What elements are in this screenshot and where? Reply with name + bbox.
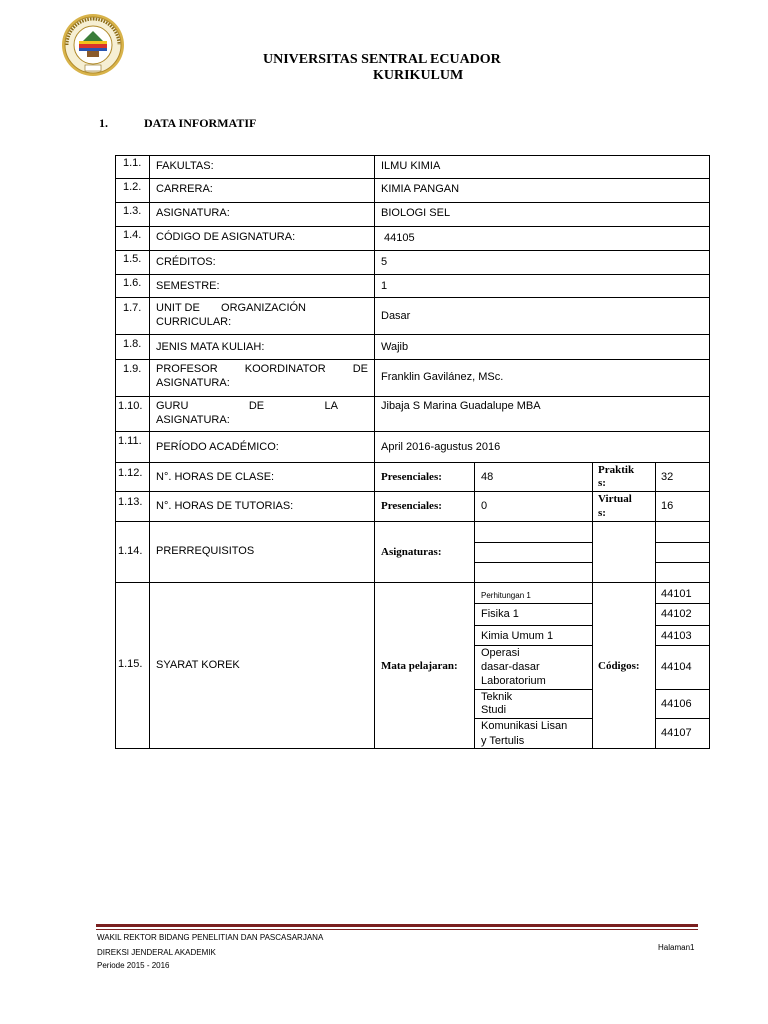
footer-rule <box>96 924 698 927</box>
document-title: KURIKULUM <box>373 68 464 83</box>
university-seal-logo <box>61 13 125 77</box>
row-number: 1.9. <box>123 363 142 375</box>
row-number: 1.8. <box>123 338 142 350</box>
row-number: 1.15. <box>118 658 143 670</box>
course-code: 44101 <box>661 588 692 600</box>
row-label: SEMESTRE: <box>156 280 220 292</box>
row-label: CRÉDITOS: <box>156 256 216 268</box>
row-label: FAKULTAS: <box>156 160 214 172</box>
row-number: 1.2. <box>123 181 142 193</box>
university-name: UNIVERSITAS SENTRAL ECUADOR <box>263 52 501 67</box>
row-label-word: GURU <box>156 400 189 412</box>
course-name: y Tertulis <box>481 735 525 747</box>
course-name: Fisika 1 <box>481 608 519 620</box>
row-label: CURRICULAR: <box>156 316 232 328</box>
course-name: Studi <box>481 704 507 716</box>
course-name: Operasi <box>481 647 520 659</box>
hours-value: 0 <box>481 500 488 512</box>
row-value: 1 <box>381 280 388 292</box>
row-label-word: UNIT DE <box>156 302 200 314</box>
row-label-word: ORGANIZACIÓN <box>221 302 306 314</box>
row-label-word: DE <box>352 363 368 375</box>
hours-type: Presenciales: <box>381 500 442 512</box>
row-label: SYARAT KOREK <box>156 659 240 671</box>
hours-type-2: Praktik <box>598 464 635 476</box>
hours-type-2: s: <box>598 507 606 519</box>
footer-line: WAKIL REKTOR BIDANG PENELITIAN DAN PASCASARJANA <box>97 933 324 942</box>
row-label-justified <box>156 302 306 315</box>
row-value: BIOLOGI SEL <box>381 207 451 219</box>
hours-type-2: s: <box>598 477 606 489</box>
row-number: 1.14. <box>118 545 143 557</box>
hours-value: 48 <box>481 471 494 483</box>
hours-type: Presenciales: <box>381 471 442 483</box>
footer-rule-thin <box>96 929 698 930</box>
row-number: 1.7. <box>123 302 142 314</box>
row-number: 1.11. <box>118 435 142 447</box>
course-name: Teknik <box>481 691 513 703</box>
course-name: Laboratorium <box>481 675 546 687</box>
row-value: Dasar <box>381 310 411 322</box>
row-value: Franklin Gavilánez, MSc. <box>381 371 504 383</box>
row-number: 1.6. <box>123 277 142 289</box>
row-label: CARRERA: <box>156 183 213 195</box>
course-name: Perhitungan 1 <box>481 591 531 600</box>
row-label: N°. HORAS DE CLASE: <box>156 471 275 483</box>
row-number: 1.12. <box>118 467 143 479</box>
row-label-word: KOORDINATOR <box>244 363 326 375</box>
section-title: DATA INFORMATIF <box>144 116 257 130</box>
hours-value-2: 16 <box>661 500 674 512</box>
row-value: Jibaja S Marina Guadalupe MBA <box>381 400 541 412</box>
course-name: Kimia Umum 1 <box>481 630 554 642</box>
row-label-justified <box>156 400 338 413</box>
course-name: dasar-dasar <box>481 661 540 673</box>
row-label: ASIGNATURA: <box>156 377 230 389</box>
row-label: PRERREQUISITOS <box>156 545 255 557</box>
row-value: 44105 <box>384 232 415 244</box>
course-code: 44103 <box>661 630 692 642</box>
row-value: ILMU KIMIA <box>381 160 441 172</box>
row-number: 1.5. <box>123 253 142 265</box>
row-value: 5 <box>381 256 388 268</box>
row-number: 1.3. <box>123 205 142 217</box>
course-code: 44107 <box>661 727 692 739</box>
row-value: KIMIA PANGAN <box>381 183 460 195</box>
section-number: 1. <box>99 116 108 130</box>
footer-line: Periode 2015 - 2016 <box>97 961 170 970</box>
row-label-word: DE <box>248 400 265 412</box>
row-number: 1.4. <box>123 229 142 241</box>
row-label: N°. HORAS DE TUTORIAS: <box>156 500 294 512</box>
row-label: ASIGNATURA: <box>156 207 230 219</box>
row-label: PERÍODO ACADÉMICO: <box>156 441 279 453</box>
coreq-type: Mata pelajaran: <box>381 660 458 672</box>
row-number: 1.1. <box>123 157 142 169</box>
row-value: April 2016-agustus 2016 <box>381 441 501 453</box>
prereq-type: Asignaturas: <box>381 546 442 558</box>
course-code: 44104 <box>661 661 692 673</box>
row-number: 1.10. <box>118 400 143 412</box>
course-code: 44106 <box>661 698 692 710</box>
row-label: CÓDIGO DE ASIGNATURA: <box>156 231 296 243</box>
row-label-word: LA <box>324 400 338 412</box>
codes-label: Códigos: <box>598 660 640 672</box>
row-label: JENIS MATA KULIAH: <box>156 341 265 353</box>
footer-line: DIREKSI JENDERAL AKADEMIK <box>97 948 216 957</box>
row-label-justified <box>156 363 368 376</box>
row-value: Wajib <box>381 341 409 353</box>
page-number: Halaman1 <box>658 943 695 952</box>
course-code: 44102 <box>661 608 692 620</box>
row-number: 1.13. <box>118 496 143 508</box>
hours-value-2: 32 <box>661 471 674 483</box>
hours-type-2: Virtual <box>598 493 632 505</box>
row-label: ASIGNATURA: <box>156 414 230 426</box>
course-name: Komunikasi Lisan <box>481 720 568 732</box>
row-label-word: PROFESOR <box>156 363 218 375</box>
